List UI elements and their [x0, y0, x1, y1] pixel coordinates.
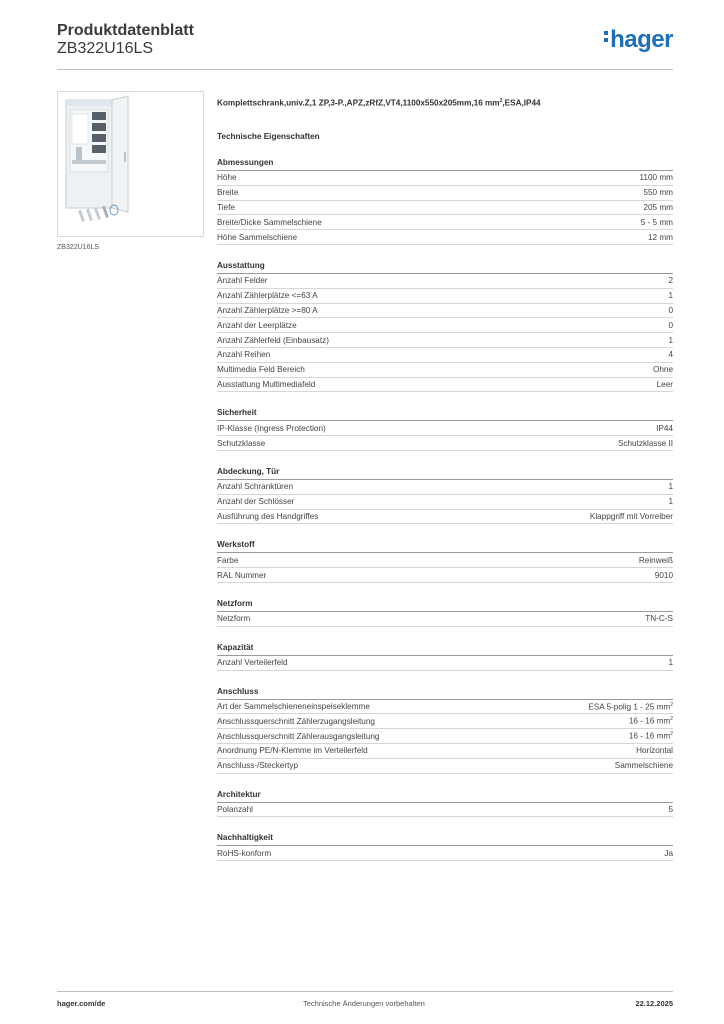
spec-value: 1	[668, 658, 673, 668]
section-title: Abdeckung, Tür	[217, 466, 673, 480]
spec-value: 5	[668, 804, 673, 814]
spec-label: Breite	[217, 188, 239, 198]
spec-row	[217, 568, 673, 583]
spec-section	[217, 260, 673, 392]
spec-section	[217, 157, 673, 245]
spec-row	[217, 656, 673, 671]
spec-value: Reinweiß	[638, 555, 673, 565]
spec-label: Anschlussquerschnitt Zählerzugangsleitung	[217, 716, 375, 726]
spec-value: IP44	[656, 423, 673, 433]
spec-row	[217, 553, 673, 568]
section-title: Anschluss	[217, 686, 673, 700]
spec-row	[217, 510, 673, 525]
spec-label: RoHS-konform	[217, 848, 272, 858]
spec-label: Anzahl Verteilerfeld	[217, 658, 288, 668]
spec-label: Anzahl Zählerplätze >=80 A	[217, 305, 318, 315]
spec-row	[217, 846, 673, 861]
spec-value: Horizontal	[636, 746, 673, 756]
spec-row	[217, 274, 673, 289]
page-header	[57, 21, 673, 69]
spec-row	[217, 215, 673, 230]
spec-label: Breite/Dicke Sammelschiene	[217, 217, 322, 227]
spec-value: 16 - 16 $mm^2$	[628, 731, 673, 741]
spec-label: Anzahl der Leerplätze	[217, 320, 297, 330]
spec-label: RAL Nummer	[217, 570, 267, 580]
spec-row	[217, 729, 673, 744]
spec-row	[217, 363, 673, 378]
spec-row	[217, 480, 673, 495]
spec-row	[217, 378, 673, 393]
spec-section	[217, 598, 673, 627]
spec-value: 205 mm	[643, 202, 673, 212]
spec-label: Ausstattung Multimediafeld	[217, 379, 316, 389]
spec-value: Schutzklasse II	[617, 438, 673, 448]
spec-value: 0	[668, 320, 673, 330]
spec-row	[217, 714, 673, 729]
section-title: Nachhaltigkeit	[217, 832, 673, 846]
spec-row	[217, 612, 673, 627]
spec-label: Anzahl Zählerfeld (Einbausatz)	[217, 335, 329, 345]
spec-section	[217, 832, 673, 861]
spec-value: 2	[668, 276, 673, 286]
spec-row	[217, 333, 673, 348]
spec-value: 9010	[654, 570, 673, 580]
spec-row	[217, 744, 673, 759]
product-image	[57, 91, 204, 237]
spec-label: Art der Sammelschieneneinspeiseklemme	[217, 701, 370, 711]
cabinet-illustration	[58, 92, 203, 236]
spec-label: IP-Klasse (Ingress Protection)	[217, 423, 326, 433]
spec-section	[217, 539, 673, 583]
spec-value: Leer	[656, 379, 673, 389]
spec-label: Anschlussquerschnitt Zählerausgangsleitung	[217, 731, 380, 741]
image-caption: ZB322U16LS	[57, 244, 100, 251]
spec-value: 4	[668, 350, 673, 360]
spec-row	[217, 495, 673, 510]
spec-row	[217, 803, 673, 818]
spec-value: Sammelschiene	[614, 761, 673, 771]
spec-value: 1	[668, 497, 673, 507]
spec-label: Anzahl Felder	[217, 276, 268, 286]
spec-label: Anzahl der Schlösser	[217, 497, 295, 507]
spec-value: 16 - 16 $mm^2$	[628, 716, 673, 727]
spec-value: 1100 mm	[639, 173, 673, 183]
spec-row	[217, 289, 673, 304]
spec-label: Anschluss-/Steckertyp	[217, 761, 298, 771]
spec-value: ESA 5-polig 1 - 25 $mm^2$	[588, 701, 673, 712]
spec-label: Polanzahl	[217, 804, 253, 814]
spec-label: Höhe Sammelschiene	[217, 232, 298, 242]
spec-section	[217, 407, 673, 451]
spec-row	[217, 201, 673, 216]
spec-label: Multimedia Feld Bereich	[217, 365, 305, 375]
spec-label: Netzform	[217, 614, 251, 624]
header-divider	[57, 69, 673, 70]
product-code: ZB322U16LS	[57, 40, 154, 57]
spec-value: 12 mm	[647, 232, 673, 242]
spec-value: TN-C-S	[645, 614, 673, 624]
footer-date: 22.12.2025	[635, 999, 673, 1008]
spec-value: 0	[668, 305, 673, 315]
logo-dots-icon	[604, 28, 609, 45]
section-title: Abmessungen	[217, 157, 673, 171]
product-description: Komplettschrank,univ.Z,1 ZP,3-P.,APZ,zRfZ,VT4,1100x550x205mm,16 $mm^2,ESA,IP44$	[217, 98, 541, 108]
spec-row	[217, 304, 673, 319]
spec-label: Tiefe	[217, 202, 235, 212]
section-title: Kapazität	[217, 642, 673, 656]
spec-value: Ohne	[652, 365, 673, 375]
spec-row	[217, 421, 673, 436]
spec-label: Anzahl Reihen	[217, 350, 271, 360]
spec-value: 1	[668, 335, 673, 345]
section-title: Netzform	[217, 598, 673, 612]
spec-row	[217, 700, 673, 715]
spec-section	[217, 466, 673, 524]
hager-logo: hager	[604, 27, 673, 53]
spec-label: Schutzklasse	[217, 438, 266, 448]
spec-label: Anzahl Zählerplätze <=63 A	[217, 291, 318, 301]
spec-section	[217, 686, 673, 774]
section-title: Ausstattung	[217, 260, 673, 274]
spec-value: Klappgriff mit Vorreiber	[589, 511, 673, 521]
spec-label: Farbe	[217, 555, 239, 565]
section-title: Werkstoff	[217, 539, 673, 553]
spec-section	[217, 789, 673, 818]
spec-value: 5 - 5 mm	[640, 217, 673, 227]
spec-row	[217, 759, 673, 774]
spec-sections	[217, 157, 673, 861]
spec-label: Anzahl Schranktüren	[217, 482, 294, 492]
spec-value: Ja	[664, 848, 673, 858]
spec-value: 1	[668, 482, 673, 492]
footer-website[interactable]: hager.com/de	[57, 999, 106, 1008]
spec-row	[217, 230, 673, 245]
spec-label: Anordnung PE/N-Klemme im Verteilerfeld	[217, 746, 368, 756]
spec-section	[217, 642, 673, 671]
page-title: Produktdatenblatt	[57, 22, 194, 39]
spec-value: 550 mm	[643, 188, 673, 198]
spec-row	[217, 186, 673, 201]
section-title: Sicherheit	[217, 407, 673, 421]
content-area	[217, 96, 673, 861]
technical-heading: Technische Eigenschaften	[217, 132, 320, 141]
spec-row	[217, 171, 673, 186]
spec-label: Höhe	[217, 173, 237, 183]
spec-row	[217, 348, 673, 363]
footer-notice: Technische Änderungen vorbehalten	[303, 999, 425, 1008]
footer-divider	[57, 991, 673, 992]
spec-row	[217, 318, 673, 333]
spec-value: 1	[668, 291, 673, 301]
spec-row	[217, 436, 673, 451]
spec-label: Ausführung des Handgriffes	[217, 511, 319, 521]
section-title: Architektur	[217, 789, 673, 803]
